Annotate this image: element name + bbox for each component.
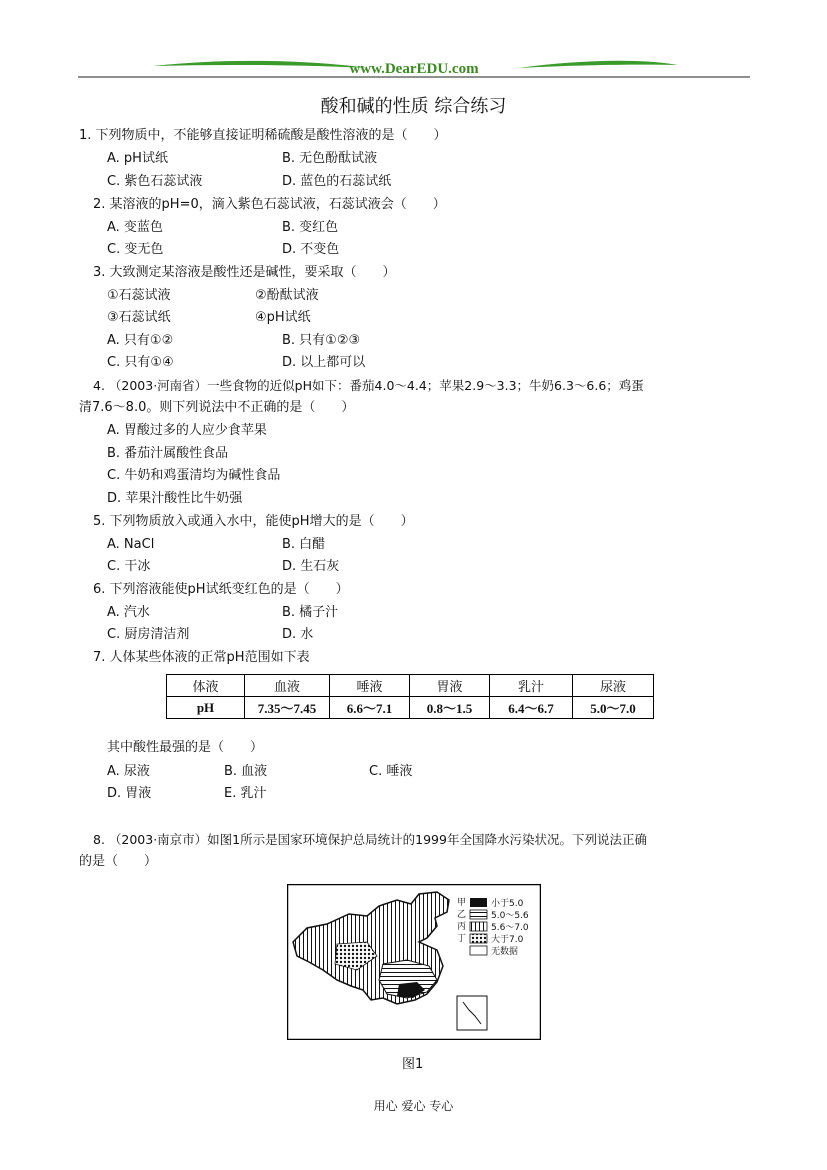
q3-item-2: ②酚酞试液 xyxy=(255,288,319,303)
q7-option-c: C. 唾液 xyxy=(369,764,413,779)
ph-table-header-cell: 乳汁 xyxy=(490,675,573,697)
q5-stem: 5. 下列物质放入或通入水中，能使pH增大的是（ ） xyxy=(93,514,414,529)
ph-table-cell: 0.8～1.5 xyxy=(410,697,490,719)
q4-option-a: A. 胃酸过多的人应少食苹果 xyxy=(107,423,267,438)
legend-swatch xyxy=(470,922,487,931)
ph-table-header-cell: 体液 xyxy=(167,675,245,697)
q6-option-d: D. 水 xyxy=(282,627,314,642)
q3-item-4: ④pH试纸 xyxy=(255,310,311,325)
ph-table-cell: 5.0～7.0 xyxy=(573,697,654,719)
q3-item-1: ①石蕊试液 xyxy=(107,288,171,303)
legend-swatch xyxy=(470,946,487,955)
ph-table-header-cell: 尿液 xyxy=(573,675,654,697)
q7-option-d: D. 胃液 xyxy=(107,786,152,801)
q5-option-d: D. 生石灰 xyxy=(282,559,340,574)
q3-item-3: ③石蕊试纸 xyxy=(107,310,171,325)
legend-label: 大于7.0 xyxy=(491,935,524,945)
ph-table-cell: 6.6～7.1 xyxy=(330,697,410,719)
legend-label: 无数据 xyxy=(491,947,519,957)
q2-option-b: B. 变红色 xyxy=(282,220,339,235)
q6-option-b: B. 橘子汁 xyxy=(282,605,339,620)
figure-caption: 图1 xyxy=(402,1057,424,1072)
ph-table-cell: 6.4～6.7 xyxy=(490,697,573,719)
q6-option-a: A. 汽水 xyxy=(107,605,150,620)
q3-option-b: B. 只有①②③ xyxy=(282,333,361,348)
q6-stem: 6. 下列溶液能使pH试纸变红色的是（ ） xyxy=(93,582,349,597)
ph-table-cell: 7.35～7.45 xyxy=(245,697,330,719)
ph-table-header-cell: 血液 xyxy=(245,675,330,697)
ph-table xyxy=(166,674,654,719)
q2-option-a: A. 变蓝色 xyxy=(107,220,163,235)
q3-option-a: A. 只有①② xyxy=(107,333,174,348)
ph-table-header-row xyxy=(167,675,654,697)
q7-option-b: B. 血液 xyxy=(224,764,268,779)
site-logo-text: www.DearEDU.com xyxy=(349,61,479,77)
page-title: 酸和碱的性质 综合练习 xyxy=(320,96,507,117)
q2-stem: 2. 某溶液的pH=0，滴入紫色石蕊试液，石蕊试液会（ ） xyxy=(93,197,446,212)
legend-tag: 甲 xyxy=(457,898,467,908)
legend-tag: 乙 xyxy=(457,910,467,920)
q4-option-b: B. 番茄汁属酸性食品 xyxy=(107,446,229,461)
q5-option-c: C. 干冰 xyxy=(107,559,151,574)
q7-option-a: A. 尿液 xyxy=(107,764,150,779)
q1-stem: 1. 下列物质中，不能够直接证明稀硫酸是酸性溶液的是（ ） xyxy=(79,128,447,143)
q3-stem: 3. 大致测定某溶液是酸性还是碱性，要采取（ ） xyxy=(93,265,396,280)
q7-stem: 7. 人体某些体液的正常pH范围如下表 xyxy=(93,650,310,665)
q1-option-c: C. 紫色石蕊试液 xyxy=(107,174,203,189)
q2-option-d: D. 不变色 xyxy=(282,242,340,257)
q5-option-a: A. NaCl xyxy=(107,537,155,552)
q1-option-b: B. 无色酚酞试液 xyxy=(282,151,378,166)
q8-stem-line2: 的是（ ） xyxy=(79,854,158,869)
legend-tag: 丁 xyxy=(457,934,467,944)
legend-label: 小于5.0 xyxy=(491,899,524,909)
legend-swatch xyxy=(470,934,487,943)
q7-option-e: E. 乳汁 xyxy=(224,786,267,801)
q6-option-c: C. 厨房清洁剂 xyxy=(107,627,190,642)
q4-stem-line2: 清7.6～8.0。则下列说法中不正确的是（ ） xyxy=(79,400,355,415)
q1-option-d: D. 蓝色的石蕊试纸 xyxy=(282,174,392,189)
q3-option-d: D. 以上都可以 xyxy=(282,355,366,370)
ph-table-row xyxy=(167,697,654,719)
legend-swatch xyxy=(470,898,487,907)
q4-option-c: C. 牛奶和鸡蛋清均为碱性食品 xyxy=(107,468,281,483)
q4-option-d: D. 苹果汁酸性比牛奶强 xyxy=(107,491,243,506)
q4-stem-line1: 4. （2003·河南省）一些食物的近似pH如下：番茄4.0～4.4；苹果2.9～3.3；牛奶6.3～6.6；鸡蛋 xyxy=(93,378,644,393)
legend-tag: 丙 xyxy=(457,922,467,932)
q2-option-c: C. 变无色 xyxy=(107,242,164,257)
page-footer: 用心 爱心 专心 xyxy=(373,1099,454,1113)
q8-stem-line1: 8. （2003·南京市）如图1所示是国家环境保护总局统计的1999年全国降水污染状况。下列说法正确 xyxy=(93,832,647,847)
header-banner xyxy=(78,56,750,82)
ph-table-header-cell: 唾液 xyxy=(330,675,410,697)
rainfall-ph-map-figure xyxy=(287,884,541,1040)
legend-label: 5.0～5.6 xyxy=(491,911,529,921)
legend-label: 5.6～7.0 xyxy=(491,923,529,933)
legend-swatch xyxy=(470,910,487,919)
q7-question: 其中酸性最强的是（ ） xyxy=(107,740,264,755)
ph-table-cell: pH xyxy=(167,697,245,719)
q5-option-b: B. 白醋 xyxy=(282,537,326,552)
q3-option-c: C. 只有①④ xyxy=(107,355,174,370)
ph-table-header-cell: 胃液 xyxy=(410,675,490,697)
q1-option-a: A. pH试纸 xyxy=(107,151,168,166)
